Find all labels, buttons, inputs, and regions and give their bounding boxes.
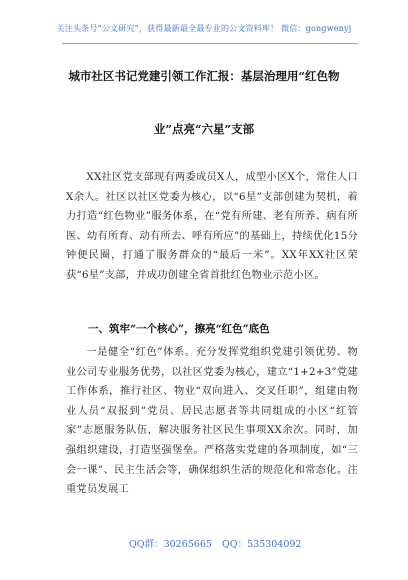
page-footer [0,536,408,550]
document-title-line-2: 业”点亮“六星”支部 [153,122,255,136]
document-title-line-1: 城市社区书记党建引领工作汇报：基层治理用“红色物 [68,69,340,83]
intro-paragraph: XX社区党支部现有两委成员X人，成型小区X个，常住人口X余人。社区以社区党委为核心，以“6星”支部创建为契机，着力打造“红色物业”服务体系，在“党有所建、老有所养、病有所医、幼有所育、动有所去、呼有所应”的基础上，持续优化15分钟便民圈，打通了服务群众的“最后一米”。XX年XX社区荣获“6星”支部，并成功创建全省首批红色物业示范小区。 [66,172,358,281]
header-promo-text: 关注头条号“公文研究”，获得最新最全最专业的公文资料库！ 微信：gongwenyj [56,24,352,33]
header-divider [62,43,358,44]
footer-qq-group: QQ群：30265665 [129,539,212,550]
section-1-paragraph: 一是健全“红色”体系。充分发挥党组织党建引领优势、物业公司专业服务优势，以社区党委为核心，建立“1+2+3”党建工作体系，推行社区、物业“双向进入、交叉任职”，组建由物业人员“双报到”党员、居民志愿者等共同组成的小区“红管家”志愿服务队伍，解决服务社区民生事项XX余次。同时，加强组织建设，打造坚强堡垒。严格落实党建的各项制度，如“三会一课”、民主生活会等，确保组织生活的规范化和常态化。注重党员发展工 [66,347,358,496]
footer-qq-contact: QQ：535304092 [222,539,302,550]
section-heading-1: 一、筑牢“一个核心”，擦亮“红色”底色 [88,323,270,335]
